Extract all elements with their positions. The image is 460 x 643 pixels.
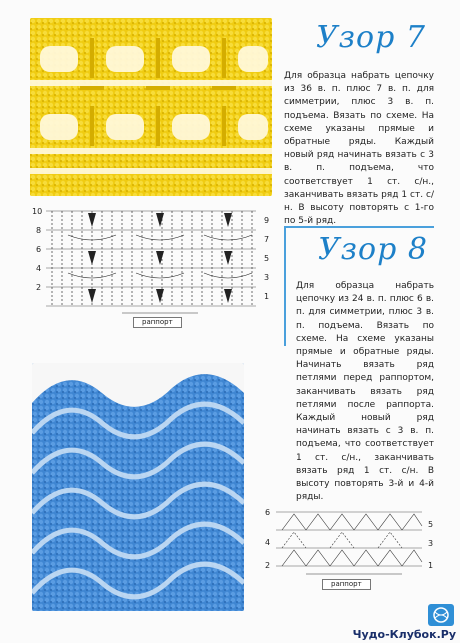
pattern7-row-label: 4 <box>36 264 42 273</box>
pattern7-row-label: 3 <box>264 273 270 282</box>
pattern8-row-label: 2 <box>265 561 271 570</box>
pattern7-row-label: 7 <box>264 235 270 244</box>
pattern8-row-label: 4 <box>265 538 271 547</box>
pattern8-sample-photo <box>32 363 244 611</box>
pattern8-row-label: 6 <box>265 508 271 517</box>
yarn-ball-icon <box>431 606 451 624</box>
pattern7-row-label: 9 <box>264 216 270 225</box>
section-divider <box>284 226 286 346</box>
pattern8-title: Узор 8 <box>318 232 428 267</box>
site-watermark: Чудо-Клубок.Ру <box>352 628 456 641</box>
pattern8-description: Для образца набрать цепочку из 24 в. п. плюс 6 в. п. для симметрии, плюс 3 в. п. подъема. Вязать по схеме. На схеме указаны прямые и обратные ряды. Начинать вязать ряд петлями перед раппортом, заканчивать вязать ряд петлями после раппорта. Каждый новый ряд начинать вязать с 3 в. п. подъема, что соответствует 1 ст. с/н., заканчивать вязать ряд 1 ст. с/н. В высоту повторять 3-й и 4-й ряды. <box>296 281 434 503</box>
pattern7-row-label: 2 <box>36 283 42 292</box>
pattern8-row-label: 3 <box>428 539 434 548</box>
pattern8-row-label: 5 <box>428 520 434 529</box>
section-divider <box>284 226 434 228</box>
pattern7-chart <box>28 205 283 330</box>
pattern7-title: Узор 7 <box>316 20 426 55</box>
pattern7-rapport-label: раппорт <box>133 317 182 328</box>
pattern8-rapport-label: раппорт <box>322 579 371 590</box>
pattern7-row-label: 6 <box>36 245 42 254</box>
pattern7-row-label: 8 <box>36 226 42 235</box>
pattern7-description: Для образца набрать цепочку из 36 в. п. плюс 7 в. п. для симметрии, плюс 3 в. п. подъема. Вязать по схеме. На схеме указаны прямые и обратные ряды. Каждый новый ряд начинать вязать с 3 в. п. подъема, что соответствует 1 ст. с/н., заканчивать вязать ряд 1 ст. с/н. В высоту повторять с 1-го по 5-й ряд. <box>284 71 434 227</box>
pattern7-row-label: 5 <box>264 254 270 263</box>
pattern8-row-label: 1 <box>428 561 434 570</box>
pattern7-row-label: 1 <box>264 292 270 301</box>
pattern7-sample-photo <box>30 18 272 196</box>
pattern8-chart <box>262 506 442 588</box>
pattern7-row-label: 10 <box>32 207 43 216</box>
page-corner-badge <box>428 604 454 626</box>
